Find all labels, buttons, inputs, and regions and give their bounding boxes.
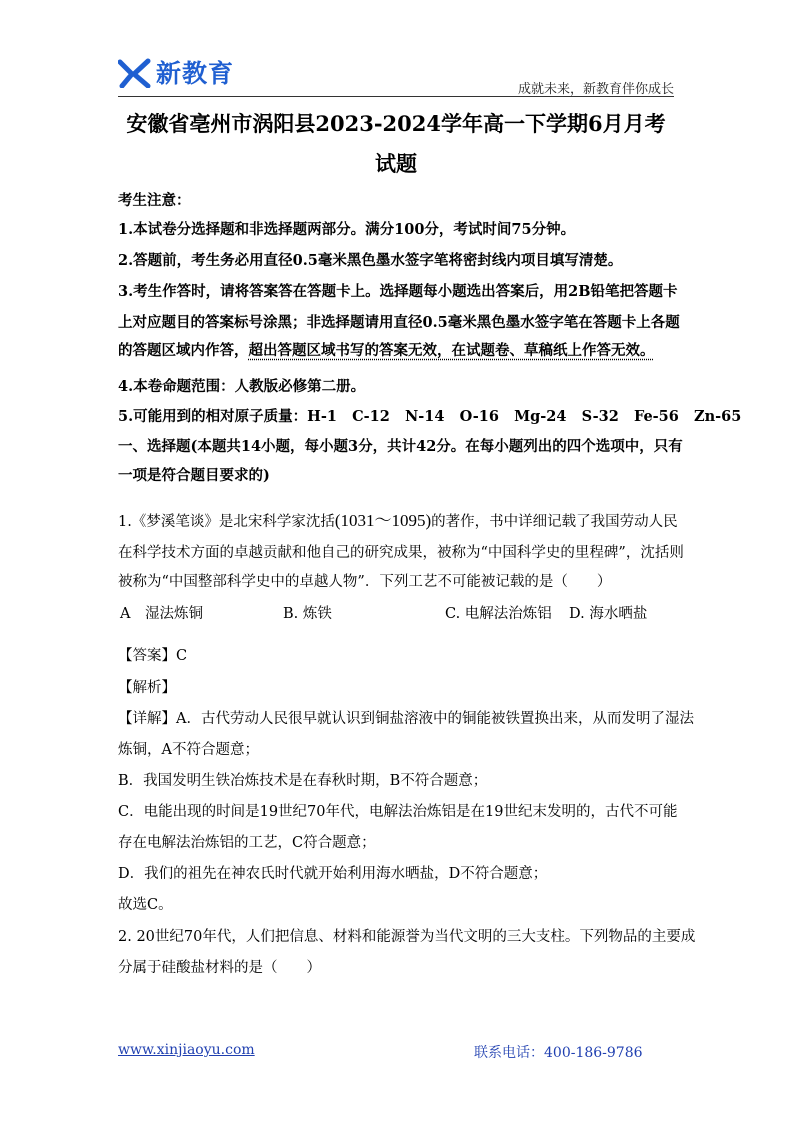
q1-detail-line1: 【详解】A．古代劳动人民很早就认识到铜盐溶液中的铜能被铁置换出来，从而发明了湿法	[118, 711, 694, 727]
q1-detail-line5: 存在电解法治炼铝的工艺，C符合题意；	[118, 835, 376, 851]
q1-detail-line6: D．我们的祖先在神农氏时代就开始利用海水晒盐，D不符合题意；	[118, 866, 548, 882]
page-title-line2: 试题	[375, 151, 417, 176]
footer-phone: 联系电话：400-186-9786	[474, 1045, 643, 1061]
q1-option-d: D. 海水晒盐	[569, 606, 648, 622]
notice-heading: 考生注意：	[118, 192, 191, 209]
q1-stem-line3: 被称为“中国整部科学史中的卓越人物”．下列工艺不可能被记载的是（ ）	[118, 574, 612, 590]
q1-stem-line1	[118, 506, 678, 531]
q1-analysis-label: 【解析】	[118, 680, 176, 696]
q1-option-c: C. 电解法治炼铝	[445, 606, 552, 622]
notice-item-3-line3-emphasis: 超出答题区域书写的答案无效，在试题卷、草稿纸上作答无效。	[248, 342, 655, 359]
header-slogan: 成就未来，新教育伴你成长	[517, 82, 674, 97]
q1-detail-line2: 炼铜，A不符合题意；	[118, 742, 259, 758]
q2-stem-line2: 分属于硅酸盐材料的是（ ）	[118, 960, 321, 976]
section-heading-line1: 一、选择题(本题共14小题，每小题3分，共计42分。在每小题列出的四个选项中，只有	[118, 438, 683, 455]
footer-website-link[interactable]: www.xinjiaoyu.com	[118, 1042, 255, 1058]
q1-years: (1031～1095)	[334, 511, 432, 530]
q1-option-b: B. 炼铁	[283, 606, 332, 622]
q1-stem-pre: 1.《梦溪笔谈》是北宋科学家沈括	[118, 514, 335, 530]
notice-item-3-line1: 3.考生作答时，请将答案答在答题卡上。选择题每小题选出答案后，用2B铅笔把答题卡	[118, 283, 678, 300]
logo	[118, 56, 234, 90]
header-divider	[118, 96, 674, 97]
q1-stem-post: 的著作，书中详细记载了我国劳动人民	[431, 514, 678, 530]
q1-stem-line2: 在科学技术方面的卓越贡献和他自己的研究成果，被称为“中国科学史的里程碑”，沈括则	[118, 545, 684, 561]
q1-detail-line3: B．我国发明生铁冶炼技术是在春秋时期，B不符合题意；	[118, 773, 488, 789]
q1-conclusion: 故选C。	[118, 897, 173, 913]
q2-stem-line1: 2. 20世纪70年代，人们把信息、材料和能源誉为当代文明的三大支柱。下列物品的主要成	[118, 929, 696, 945]
notice-item-2: 2.答题前，考生务必用直径0.5毫米黑色墨水签字笔将密封线内项目填写清楚。	[118, 252, 623, 269]
notice-item-3-line2: 上对应题目的答案标号涂黑；非选择题请用直径0.5毫米黑色墨水签字笔在答题卡上各题	[118, 314, 680, 331]
q1-option-a: A 湿法炼铜	[120, 606, 203, 622]
notice-item-4: 4.本卷命题范围：人教版必修第二册。	[118, 378, 366, 395]
notice-item-3-line3	[118, 339, 655, 360]
notice-item-1: 1.本试卷分选择题和非选择题两部分。满分100分，考试时间75分钟。	[118, 221, 576, 238]
page-title: 安徽省亳州市涡阳县2023-2024学年高一下学期6月月考	[126, 111, 666, 136]
notice-item-5: 5.可能用到的相对原子质量：H-1 C-12 N-14 O-16 Mg-24 S-32 Fe-56 Zn-65	[118, 408, 742, 425]
logo-text: 新教育	[156, 58, 235, 88]
q1-answer: 【答案】C	[118, 648, 188, 664]
section-heading-line2: 一项是符合题目要求的)	[118, 467, 270, 484]
logo-mark-icon	[118, 58, 152, 88]
notice-item-3-line3-part1: 的答题区域内作答，	[118, 342, 249, 359]
q1-detail-line4: C．电能出现的时间是19世纪70年代，电解法治炼铝是在19世纪末发明的，古代不可能	[118, 804, 678, 820]
